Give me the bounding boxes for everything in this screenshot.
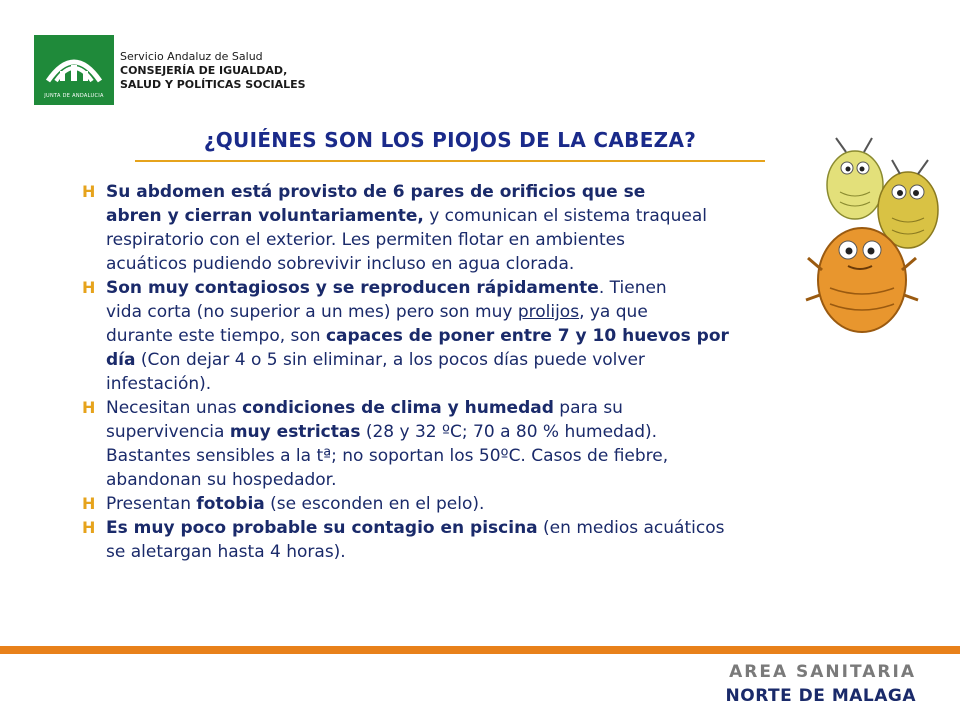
bullet-2-line-1: . Tienen xyxy=(598,278,667,298)
bullet-2-line-4-bold: día xyxy=(106,350,136,370)
bullet-3-line-2-bold: muy estrictas xyxy=(229,422,361,442)
list-item xyxy=(82,516,902,564)
bullet-3-line-3: Bastantes sensibles a la tª; no soportan los 50ºC. Casos de fiebre, xyxy=(106,446,669,466)
org-line-1: Servicio Andaluz de Salud xyxy=(120,50,263,63)
bullet-2-line-2-end: , ya que xyxy=(579,302,648,322)
bullet-3-line-4: abandonan su hospedador. xyxy=(106,470,337,490)
content-body xyxy=(82,180,902,564)
bullet-2-line-2: vida corta (no superior a un mes) pero son muy xyxy=(106,302,518,322)
bullet-icon: H xyxy=(82,398,96,417)
footer-area-label: AREA SANITARIA xyxy=(729,662,916,682)
bullet-1-line-4: acuáticos pudiendo sobrevivir incluso en agua clorada. xyxy=(106,254,575,274)
bullet-icon: H xyxy=(82,494,96,513)
bullet-3-line-1: Necesitan unas xyxy=(106,398,243,418)
list-item xyxy=(82,180,902,276)
bullet-2-line-3-bold: capaces de poner entre 7 y 10 huevos por xyxy=(325,326,729,346)
bullet-3-line-2: supervivencia xyxy=(106,422,230,442)
page-title: ¿QUIÉNES SON LOS PIOJOS DE LA CABEZA? xyxy=(203,128,697,152)
list-item xyxy=(82,492,902,516)
title-underline xyxy=(135,160,765,162)
bullet-icon: H xyxy=(82,278,96,297)
junta-andalucia-logo xyxy=(34,35,114,105)
bullet-5-line-2: se aletargan hasta 4 horas). xyxy=(106,542,346,562)
organization-name xyxy=(120,50,306,92)
bullet-1-line-2: y comunican el sistema traqueal xyxy=(423,206,707,226)
bullet-2-line-4: (Con dejar 4 o 5 sin eliminar, a los pocos días puede volver xyxy=(135,350,645,370)
bullet-1-line-2-bold: abren y cierran voluntariamente, xyxy=(106,206,424,226)
footer-region-label: NORTE DE MALAGA xyxy=(725,686,916,706)
bullet-icon: H xyxy=(82,182,96,201)
bullet-3-line-1-end: para su xyxy=(553,398,623,418)
logo-caption: JUNTA DE ANDALUCIA xyxy=(44,93,104,99)
bullet-3-line-2-end: (28 y 32 ºC; 70 a 80 % humedad). xyxy=(360,422,658,442)
org-line-2: CONSEJERÍA DE IGUALDAD, xyxy=(120,64,288,77)
bullet-2-line-1-bold: Son muy contagiosos y se reproducen rápidamente xyxy=(106,278,599,298)
org-line-3: SALUD Y POLÍTICAS SOCIALES xyxy=(120,78,306,91)
bullet-5-line-1: (en medios acuáticos xyxy=(537,518,725,538)
bullet-1-line-3: respiratorio con el exterior. Les permiten flotar en ambientes xyxy=(106,230,625,250)
bullet-5-line-1-bold: Es muy poco probable su contagio en piscina xyxy=(106,518,538,538)
bullet-3-line-1-bold: condiciones de clima y humedad xyxy=(242,398,554,418)
bullet-2-underlined-word: prolijos xyxy=(517,302,580,322)
bullet-icon: H xyxy=(82,518,96,537)
list-item xyxy=(82,396,902,492)
bullet-2-line-5: infestación). xyxy=(106,374,212,394)
bullet-4-line-1: Presentan xyxy=(106,494,197,514)
bullet-1-line-1: Su abdomen está provisto de 6 pares de orificios que se xyxy=(106,182,646,202)
footer-divider xyxy=(0,646,960,654)
list-item xyxy=(82,276,902,396)
bullet-4-line-1-end: (se esconden en el pelo). xyxy=(264,494,485,514)
bullet-4-line-1-bold: fotobia xyxy=(196,494,265,514)
bullet-2-line-3: durante este tiempo, son xyxy=(106,326,326,346)
